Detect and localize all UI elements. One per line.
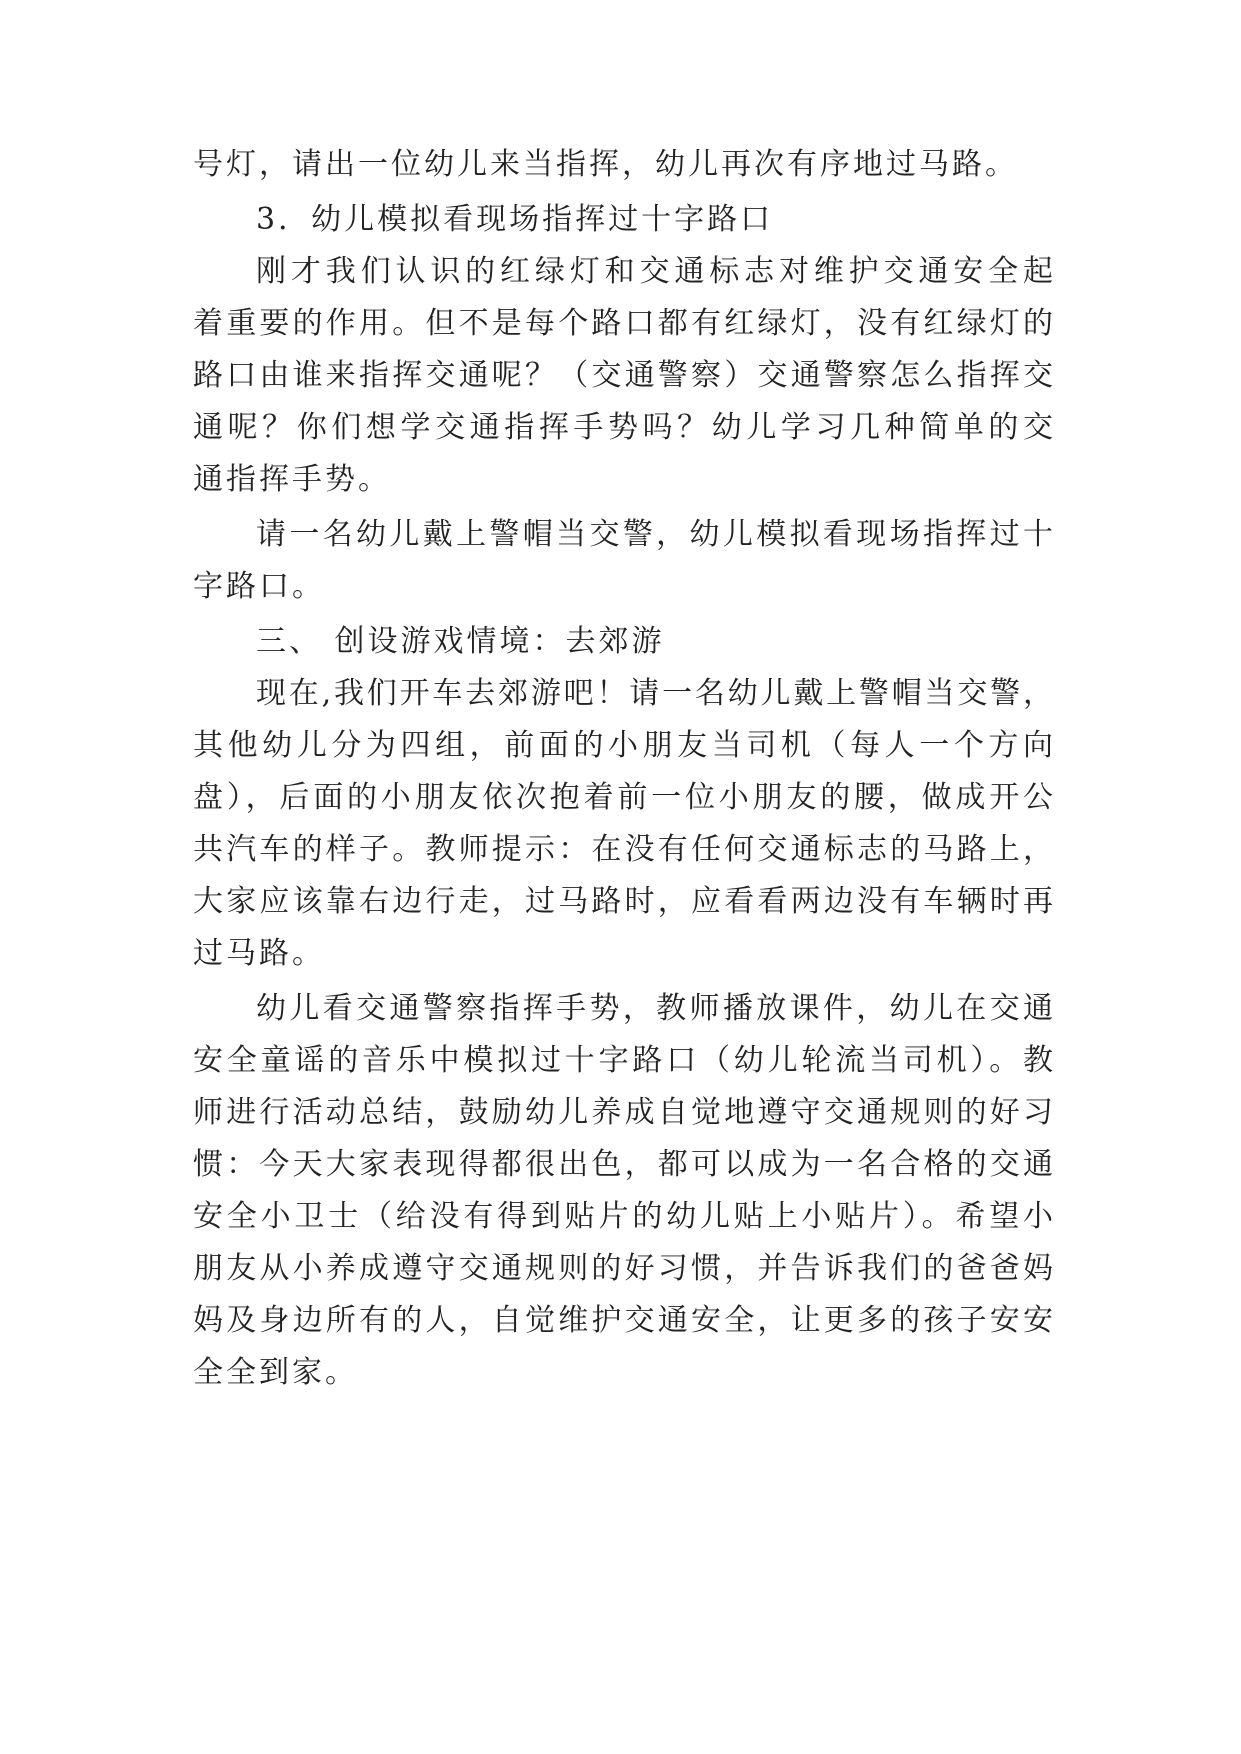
text-line: 其他幼儿分为四组，前面的小朋友当司机（每人一个方向 (193, 728, 1053, 763)
text-line: 朋友从小养成遵守交通规则的好习惯，并告诉我们的爸爸妈 (193, 1251, 1053, 1286)
text-line: 号灯，请出一位幼儿来当指挥，幼儿再次有序地过马路。 (193, 147, 1018, 182)
text-line: 现在,我们开车去郊游吧！请一名幼儿戴上警帽当交警， (256, 676, 1053, 711)
text-line: 刚才我们认识的红绿灯和交通标志对维护交通安全起 (256, 254, 1053, 289)
text-line: 共汽车的样子。教师提示：在没有任何交通标志的马路上， (193, 832, 1053, 867)
text-line: 路口由谁来指挥交通呢？（交通警察）交通警察怎么指挥交 (193, 358, 1053, 393)
text-line: 字路口。 (193, 569, 325, 604)
text-line: 惯：今天大家表现得都很出色，都可以成为一名合格的交通 (193, 1147, 1053, 1182)
text-line: 着重要的作用。但不是每个路口都有红绿灯，没有红绿灯的 (193, 306, 1053, 341)
section-heading: 三、 创设游戏情境：去郊游 (256, 624, 665, 659)
text-line: 盘），后面的小朋友依次抱着前一位小朋友的腰，做成开公 (193, 780, 1053, 815)
text-line: 师进行活动总结，鼓励幼儿养成自觉地遵守交通规则的好习 (193, 1095, 1053, 1130)
text-line: 请一名幼儿戴上警帽当交警，幼儿模拟看现场指挥过十 (256, 517, 1053, 552)
text-line: 安全童谣的音乐中模拟过十字路口（幼儿轮流当司机）。教 (193, 1043, 1053, 1078)
text-line: 通呢？你们想学交通指挥手势吗？幼儿学习几种简单的交 (193, 410, 1053, 445)
text-line: 安全小卫士（给没有得到贴片的幼儿贴上小贴片）。希望小 (193, 1199, 1053, 1234)
section-heading: 3．幼儿模拟看现场指挥过十字路口 (256, 202, 774, 237)
text-line: 幼儿看交通警察指挥手势，教师播放课件，幼儿在交通 (256, 991, 1053, 1026)
text-line: 通指挥手势。 (193, 462, 391, 497)
text-line: 妈及身边所有的人，自觉维护交通安全，让更多的孩子安安 (193, 1303, 1053, 1338)
text-line: 大家应该靠右边行走，过马路时，应看看两边没有车辆时再 (193, 884, 1053, 919)
text-line: 全全到家。 (193, 1355, 358, 1390)
text-line: 过马路。 (193, 936, 325, 971)
